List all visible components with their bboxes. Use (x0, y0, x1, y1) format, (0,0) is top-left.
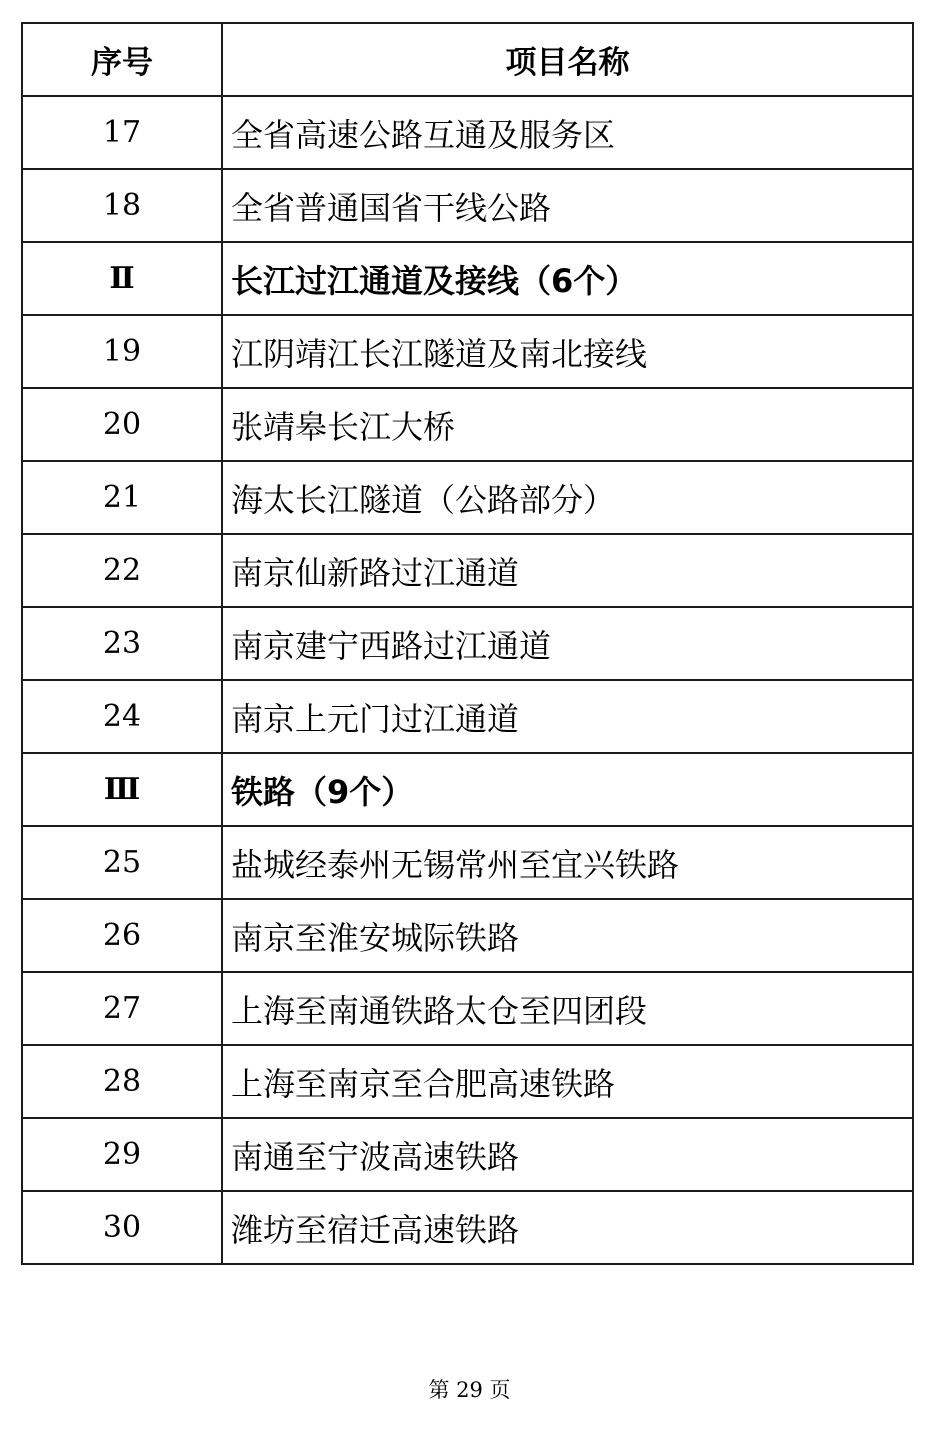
table-row (22, 461, 913, 534)
serial-cell: 23 (22, 607, 222, 680)
serial-cell: 19 (22, 315, 222, 388)
project-name-cell: 南京上元门过江通道 (222, 680, 913, 753)
table-row (22, 96, 913, 169)
project-name-cell: 南京仙新路过江通道 (222, 534, 913, 607)
section-title-cell: 铁路（9个） (222, 753, 913, 826)
table-row (22, 899, 913, 972)
serial-cell: 18 (22, 169, 222, 242)
serial-cell: 30 (22, 1191, 222, 1264)
project-name-cell: 海太长江隧道（公路部分） (222, 461, 913, 534)
table-row (22, 1191, 913, 1264)
page-number-footer: 第 29 页 (428, 1378, 511, 1402)
project-name-cell: 江阴靖江长江隧道及南北接线 (222, 315, 913, 388)
serial-cell: 26 (22, 899, 222, 972)
project-name-cell: 南通至宁波高速铁路 (222, 1118, 913, 1191)
section-header-row (22, 753, 913, 826)
serial-cell: 24 (22, 680, 222, 753)
project-name-cell: 南京至淮安城际铁路 (222, 899, 913, 972)
section-title-cell: 长江过江通道及接线（6个） (222, 242, 913, 315)
serial-cell: 27 (22, 972, 222, 1045)
serial-cell: 21 (22, 461, 222, 534)
serial-cell: 29 (22, 1118, 222, 1191)
table-row (22, 315, 913, 388)
table-row (22, 680, 913, 753)
table-row (22, 1118, 913, 1191)
table-row (22, 826, 913, 899)
serial-cell: 17 (22, 96, 222, 169)
column-header-serial: 序号 (22, 23, 222, 96)
table-row (22, 534, 913, 607)
project-name-cell: 上海至南京至合肥高速铁路 (222, 1045, 913, 1118)
section-header-row (22, 242, 913, 315)
column-header-name: 项目名称 (222, 23, 913, 96)
table-row (22, 607, 913, 680)
serial-cell: Ⅱ (22, 242, 222, 315)
table-row (22, 169, 913, 242)
serial-cell: Ⅲ (22, 753, 222, 826)
project-name-cell: 盐城经泰州无锡常州至宜兴铁路 (222, 826, 913, 899)
project-table (21, 22, 914, 1265)
project-name-cell: 潍坊至宿迁高速铁路 (222, 1191, 913, 1264)
serial-cell: 28 (22, 1045, 222, 1118)
project-name-cell: 张靖皋长江大桥 (222, 388, 913, 461)
project-name-cell: 全省高速公路互通及服务区 (222, 96, 913, 169)
project-name-cell: 全省普通国省干线公路 (222, 169, 913, 242)
table-row (22, 1045, 913, 1118)
serial-cell: 20 (22, 388, 222, 461)
project-name-cell: 南京建宁西路过江通道 (222, 607, 913, 680)
table-header-row (22, 23, 913, 96)
serial-cell: 22 (22, 534, 222, 607)
serial-cell: 25 (22, 826, 222, 899)
table-row (22, 388, 913, 461)
table-row (22, 972, 913, 1045)
project-name-cell: 上海至南通铁路太仓至四团段 (222, 972, 913, 1045)
